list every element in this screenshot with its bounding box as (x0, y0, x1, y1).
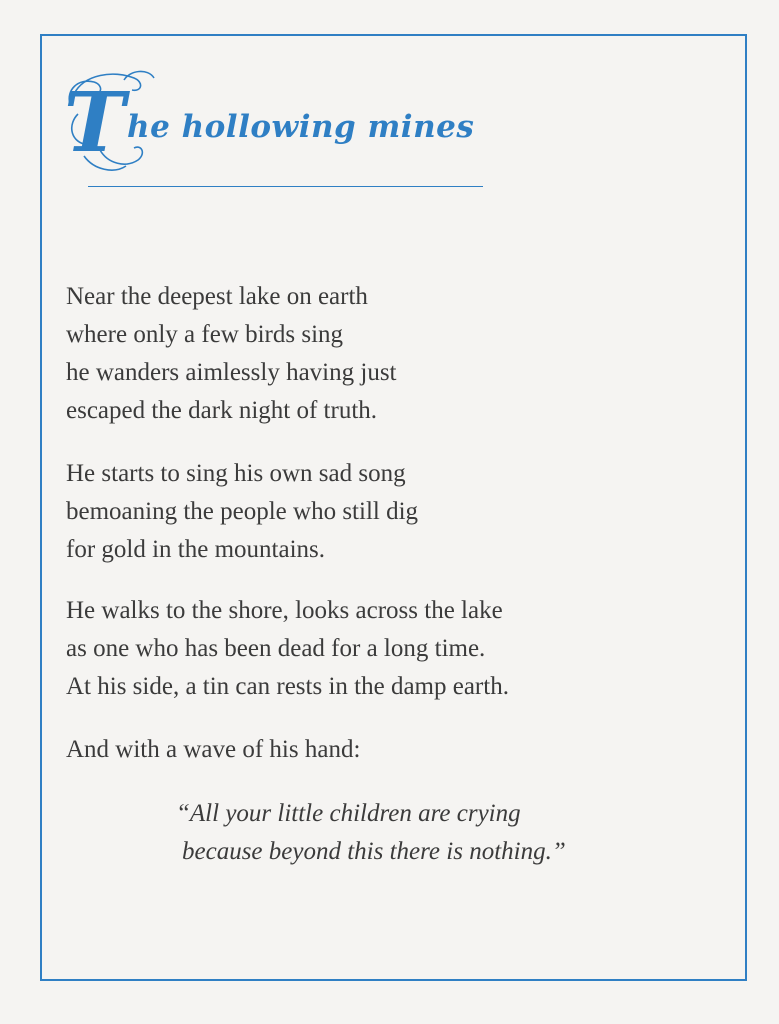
poem-line: where only a few birds sing (66, 321, 344, 348)
stanza-2 (66, 455, 418, 569)
stanza-4 (66, 731, 360, 769)
quote-line: “All your little children are crying (176, 800, 521, 827)
quote-line: because beyond this there is nothing.” (182, 838, 566, 865)
poem-line: He starts to sing his own sad song (66, 460, 406, 487)
poem-line: escaped the dark night of truth. (66, 397, 378, 424)
stanza-1 (66, 278, 397, 430)
title-initial: T (64, 75, 126, 171)
title-underline (88, 186, 483, 187)
poem-line: he wanders aimlessly having just (66, 359, 397, 386)
title-text: he hollowing mines (127, 109, 475, 145)
poem-line: for gold in the mountains. (66, 536, 325, 563)
poem-line: At his side, a tin can rests in the damp earth. (66, 673, 509, 700)
stanza-3 (66, 592, 509, 706)
poem-line: He walks to the shore, looks across the lake (66, 597, 503, 624)
closing-quote (176, 795, 566, 871)
poem-line: And with a wave of his hand: (66, 736, 361, 763)
poem-line: as one who has been dead for a long time. (66, 635, 486, 662)
poem-line: bemoaning the people who still dig (66, 498, 419, 525)
poem-title (64, 66, 474, 176)
poem-line: Near the deepest lake on earth (66, 283, 368, 310)
